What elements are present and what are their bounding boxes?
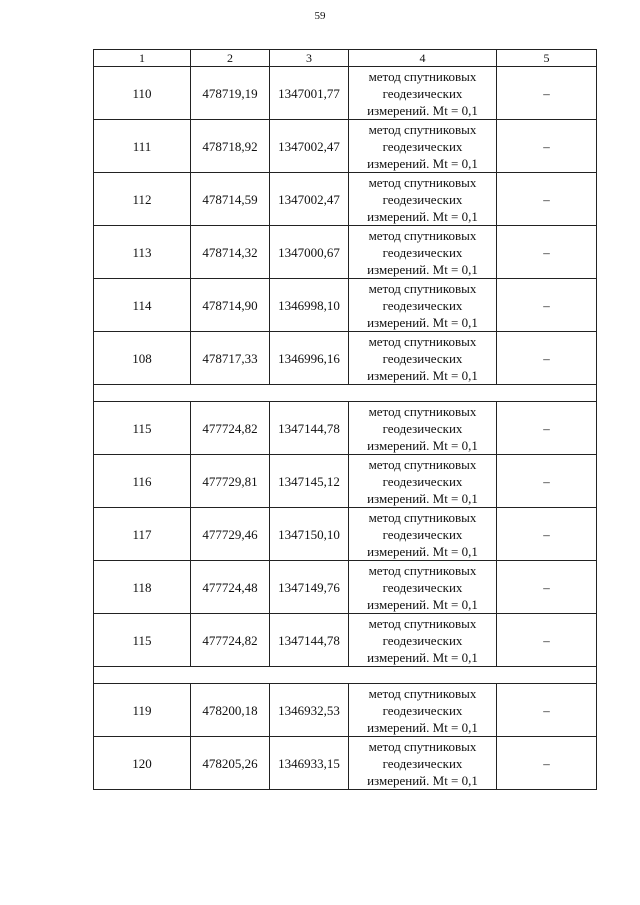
group-separator-row [94,385,597,402]
table-row [94,455,597,508]
point-number-cell: 110 [94,67,191,120]
x-coordinate-cell: 478719,19 [191,67,270,120]
method-line: измерений. Mt = 0,1 [367,208,478,224]
group-separator-row [94,667,597,684]
y-coordinate-cell: 1347150,10 [270,508,349,561]
note-cell: – [497,279,597,332]
point-number-cell: 116 [94,455,191,508]
coordinates-table [93,49,597,790]
y-coordinate-cell: 1346998,10 [270,279,349,332]
method-line: метод спутниковых [368,738,477,754]
note-cell: – [497,332,597,385]
note-cell: – [497,67,597,120]
note-cell: – [497,684,597,737]
method-line: метод спутниковых [368,456,477,472]
table-row [94,120,597,173]
method-line: метод спутниковых [368,227,477,243]
point-number-cell: 120 [94,737,191,790]
table-row [94,173,597,226]
method-cell [349,173,497,226]
column-header-4: 4 [349,50,497,67]
table-row [94,614,597,667]
method-line: геодезических [382,420,463,436]
table-body [94,50,597,790]
method-line: измерений. Mt = 0,1 [367,261,478,277]
method-line: измерений. Mt = 0,1 [367,719,478,735]
point-number-cell: 117 [94,508,191,561]
note-cell: – [497,226,597,279]
point-number-cell: 115 [94,614,191,667]
method-line: метод спутниковых [368,68,477,84]
point-number-cell: 114 [94,279,191,332]
table-row [94,226,597,279]
y-coordinate-cell: 1346933,15 [270,737,349,790]
note-cell: – [497,173,597,226]
y-coordinate-cell: 1346932,53 [270,684,349,737]
method-cell [349,402,497,455]
method-line: измерений. Mt = 0,1 [367,367,478,383]
method-line: измерений. Mt = 0,1 [367,596,478,612]
method-cell [349,332,497,385]
x-coordinate-cell: 478714,32 [191,226,270,279]
group-separator-cell [94,667,597,684]
x-coordinate-cell: 477729,81 [191,455,270,508]
method-line: метод спутниковых [368,509,477,525]
method-line: измерений. Mt = 0,1 [367,649,478,665]
method-line: метод спутниковых [368,403,477,419]
method-line: измерений. Mt = 0,1 [367,490,478,506]
method-line: метод спутниковых [368,174,477,190]
method-cell [349,508,497,561]
method-line: геодезических [382,526,463,542]
y-coordinate-cell: 1347144,78 [270,402,349,455]
method-line: геодезических [382,191,463,207]
y-coordinate-cell: 1347144,78 [270,614,349,667]
x-coordinate-cell: 477729,46 [191,508,270,561]
note-cell: – [497,508,597,561]
column-header-1: 1 [94,50,191,67]
point-number-cell: 111 [94,120,191,173]
method-cell [349,120,497,173]
method-line: геодезических [382,350,463,366]
y-coordinate-cell: 1347002,47 [270,173,349,226]
table-row [94,737,597,790]
y-coordinate-cell: 1347002,47 [270,120,349,173]
method-line: геодезических [382,85,463,101]
note-cell: – [497,737,597,790]
table-row [94,332,597,385]
method-cell [349,561,497,614]
point-number-cell: 119 [94,684,191,737]
method-line: геодезических [382,755,463,771]
y-coordinate-cell: 1347001,77 [270,67,349,120]
method-line: измерений. Mt = 0,1 [367,155,478,171]
method-line: измерений. Mt = 0,1 [367,543,478,559]
group-separator-cell [94,385,597,402]
point-number-cell: 112 [94,173,191,226]
method-line: метод спутниковых [368,685,477,701]
x-coordinate-cell: 478714,59 [191,173,270,226]
table-row [94,402,597,455]
table-row [94,67,597,120]
y-coordinate-cell: 1347145,12 [270,455,349,508]
page-number: 59 [314,10,326,22]
method-line: измерений. Mt = 0,1 [367,437,478,453]
x-coordinate-cell: 477724,82 [191,614,270,667]
note-cell: – [497,455,597,508]
method-line: метод спутниковых [368,333,477,349]
point-number-cell: 115 [94,402,191,455]
method-line: геодезических [382,473,463,489]
y-coordinate-cell: 1346996,16 [270,332,349,385]
method-line: геодезических [382,297,463,313]
method-line: метод спутниковых [368,121,477,137]
method-line: геодезических [382,579,463,595]
method-line: измерений. Mt = 0,1 [367,314,478,330]
header-row [94,50,597,67]
table-row [94,279,597,332]
table-row [94,508,597,561]
y-coordinate-cell: 1347149,76 [270,561,349,614]
x-coordinate-cell: 478714,90 [191,279,270,332]
method-cell [349,455,497,508]
x-coordinate-cell: 478205,26 [191,737,270,790]
method-line: измерений. Mt = 0,1 [367,772,478,788]
method-line: измерений. Mt = 0,1 [367,102,478,118]
method-line: метод спутниковых [368,562,477,578]
table-row [94,684,597,737]
x-coordinate-cell: 478717,33 [191,332,270,385]
method-cell [349,737,497,790]
note-cell: – [497,614,597,667]
method-cell [349,684,497,737]
x-coordinate-cell: 478718,92 [191,120,270,173]
column-header-5: 5 [497,50,597,67]
table-row [94,561,597,614]
method-line: метод спутниковых [368,280,477,296]
note-cell: – [497,402,597,455]
method-line: метод спутниковых [368,615,477,631]
method-cell [349,614,497,667]
method-line: геодезических [382,702,463,718]
method-cell [349,279,497,332]
x-coordinate-cell: 477724,82 [191,402,270,455]
x-coordinate-cell: 477724,48 [191,561,270,614]
method-cell [349,226,497,279]
column-header-3: 3 [270,50,349,67]
point-number-cell: 108 [94,332,191,385]
method-line: геодезических [382,138,463,154]
x-coordinate-cell: 478200,18 [191,684,270,737]
method-line: геодезических [382,632,463,648]
note-cell: – [497,561,597,614]
y-coordinate-cell: 1347000,67 [270,226,349,279]
note-cell: – [497,120,597,173]
method-line: геодезических [382,244,463,260]
point-number-cell: 118 [94,561,191,614]
column-header-2: 2 [191,50,270,67]
method-cell [349,67,497,120]
point-number-cell: 113 [94,226,191,279]
